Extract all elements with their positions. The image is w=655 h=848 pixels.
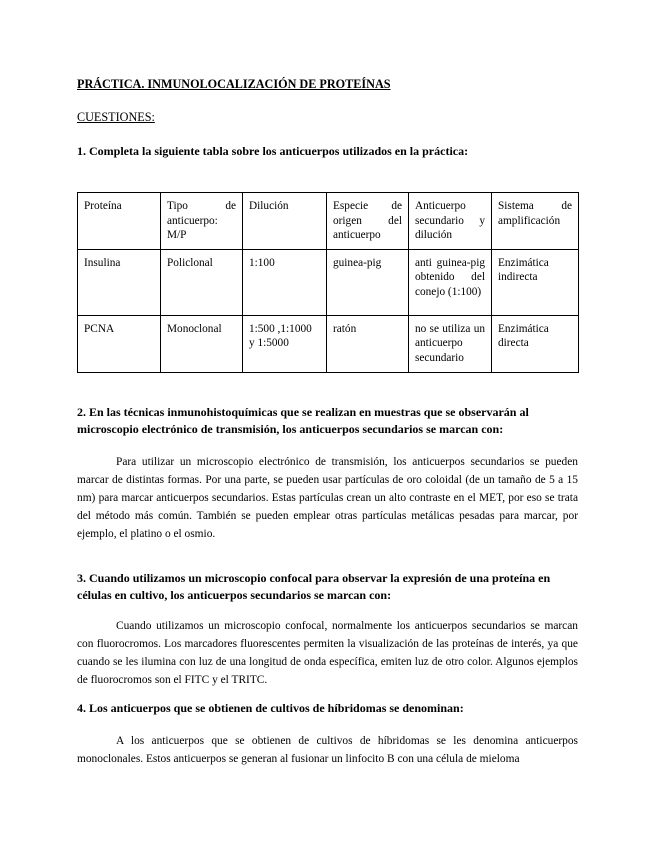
table-cell: Enzimática indirecta — [492, 249, 579, 315]
table-row — [78, 315, 579, 372]
answer-3: Cuando utilizamos un microscopio confocal, normalmente los anticuerpos secundarios se marcan con fluorocromos. Los marcadores fluorescentes permiten la visualización de las proteínas de interés, ya que cuando se les ilumina con luz de una longitud de onda específica, emiten luz de otro color. Algunos ejemplos de fluorocromos son el FITC y el TRITC. — [77, 620, 578, 687]
table-cell: 1:500 ,1:1000 y 1:5000 — [243, 315, 327, 372]
table-header-row — [78, 193, 579, 250]
table-header-cell: Proteína — [78, 193, 161, 250]
table-header-cell: Sistema de amplificación — [492, 193, 579, 250]
question-4: 4. Los anticuerpos que se obtienen de cultivos de híbridomas se denominan: — [77, 701, 464, 715]
question-3: 3. Cuando utilizamos un microscopio confocal para observar la expresión de una proteína en células en cultivo, los anticuerpos secundarios se marcan con: — [77, 571, 551, 602]
page-title: PRÁCTICA. INMUNOLOCALIZACIÓN DE PROTEÍNAS — [77, 77, 391, 91]
table-row — [78, 249, 579, 315]
table-cell: Enzimática directa — [492, 315, 579, 372]
table-header-cell: Anticuerpo secundario y dilución — [409, 193, 492, 250]
table-header-cell: Dilución — [243, 193, 327, 250]
table-cell: 1:100 — [243, 249, 327, 315]
antibody-table — [77, 192, 579, 373]
question-2: 2. En las técnicas inmunohistoquímicas que se realizan en muestras que se observarán al microscopio electrónico de transmisión, los anticuerpos secundarios se marcan con: — [77, 405, 529, 436]
question-1: 1. Completa la siguiente tabla sobre los anticuerpos utilizados en la práctica: — [77, 144, 469, 158]
table-cell: no se utiliza un anticuerpo secundario — [409, 315, 492, 372]
table-cell: anti guinea-pig obtenido del conejo (1:100) — [409, 249, 492, 315]
table-header-cell: Especie de origen del anticuerpo — [327, 193, 409, 250]
table-cell: ratón — [327, 315, 409, 372]
table-cell: Policlonal — [161, 249, 243, 315]
table-cell: guinea-pig — [327, 249, 409, 315]
table-cell: PCNA — [78, 315, 161, 372]
table-cell: Monoclonal — [161, 315, 243, 372]
answer-4: A los anticuerpos que se obtienen de cultivos de híbridomas se les denomina anticuerpos monoclonales. Estos anticuerpos se generan al fusionar un linfocito B con una célula de mieloma — [77, 735, 578, 766]
section-subtitle: CUESTIONES: — [77, 110, 155, 124]
answer-2: Para utilizar un microscopio electrónico de transmisión, los anticuerpos secundarios se pueden marcar de distintas formas. Por una parte, se pueden usar partículas de oro coloidal (de un tamaño de 5 a 15 nm) para marcar anticuerpos secundarios. Estas partículas crean un alto contraste en el MET, por eso se trata del método más común. También se pueden emplear otras partículas metálicas pesadas para marcar, por ejemplo, el platino o el osmio. — [77, 456, 578, 541]
table-cell: Insulina — [78, 249, 161, 315]
table-header-cell: Tipo de anticuerpo: M/P — [161, 193, 243, 250]
